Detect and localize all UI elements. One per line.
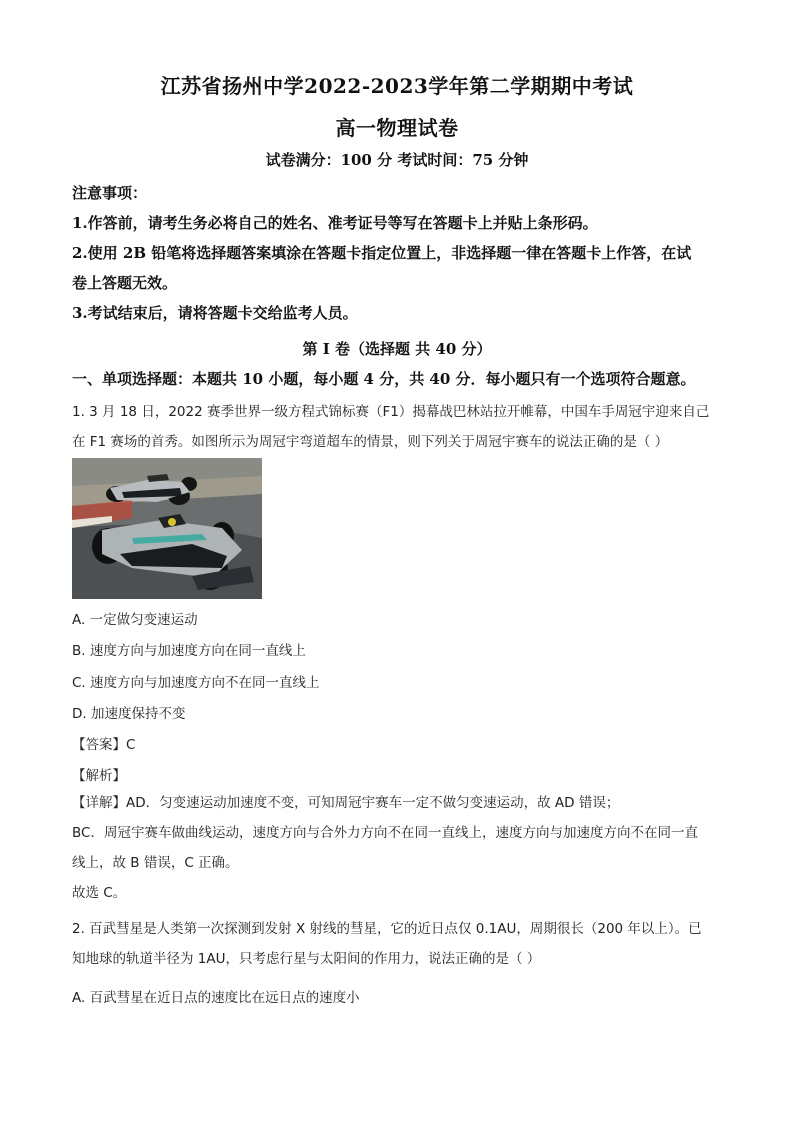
- notice-heading: 注意事项：: [72, 184, 148, 202]
- f1-race-photo: [72, 458, 262, 599]
- notice-block: [72, 178, 732, 328]
- notice-item-2-line-1: 2.使用 2B 铅笔将选择题答案填涂在答题卡指定位置上，非选择题一律在答题卡上作答，在试: [72, 244, 692, 262]
- question-1-detail-line-2: BC．周冠宇赛车做曲线运动，速度方向与合外力方向不在同一直线上，速度方向与加速度方向不在同一直: [72, 825, 698, 841]
- question-1-stem: [72, 397, 732, 457]
- question-1-line-2: 在 F1 赛场的首秀。如图所示为周冠宇弯道超车的情景，则下列关于周冠宇赛车的说法正确的是（ ）: [72, 434, 669, 450]
- question-1-explanation: [72, 788, 732, 908]
- question-1-option-b: B. 速度方向与加速度方向在同一直线上: [72, 643, 306, 659]
- question-1-detail-line-1: 【详解】AD．匀变速运动加速度不变，可知周冠宇赛车一定不做匀变速运动，故 AD 错误；: [72, 795, 620, 811]
- question-2-option-a: A. 百武彗星在近日点的速度比在远日点的速度小: [72, 990, 360, 1006]
- notice-item-1: 1.作答前，请考生务必将自己的姓名、准考证号等写在答题卡上并贴上条形码。: [72, 214, 598, 232]
- question-1-detail-line-3: 线上，故 B 错误，C 正确。: [72, 855, 239, 871]
- question-2-line-2: 知地球的轨道半径为 1AU，只考虑行星与太阳间的作用力，说法正确的是（ ）: [72, 951, 541, 967]
- question-1-option-d: D. 加速度保持不变: [72, 706, 186, 722]
- exam-title: 江苏省扬州中学2022-2023学年第二学期期中考试: [160, 74, 634, 98]
- question-1-option-c: C. 速度方向与加速度方向不在同一直线上: [72, 675, 320, 691]
- question-2-stem: [72, 914, 732, 974]
- f1-car-icon: [72, 458, 262, 599]
- exam-info: 试卷满分：100 分 考试时间：75 分钟: [265, 151, 529, 169]
- question-1-analysis-tag: 【解析】: [72, 768, 126, 784]
- question-1-line-1: 1. 3 月 18 日，2022 赛季世界一级方程式锦标赛（F1）揭幕战巴林站拉开帷幕，中国车手周冠宇迎来自己: [72, 404, 710, 420]
- exam-subtitle: 高一物理试卷: [335, 116, 459, 140]
- notice-item-3: 3.考试结束后，请将答题卡交给监考人员。: [72, 304, 358, 322]
- question-1-answer: 【答案】C: [72, 737, 136, 753]
- section-heading: 一、单项选择题：本题共 10 小题，每小题 4 分，共 40 分．每小题只有一个选项符合题意。: [72, 370, 696, 388]
- notice-item-2-line-2: 卷上答题无效。: [72, 274, 178, 292]
- part-title: 第 I 卷（选择题 共 40 分）: [302, 340, 492, 358]
- question-2-line-1: 2. 百武彗星是人类第一次探测到发射 X 射线的彗星，它的近日点仅 0.1AU，周期很长（200 年以上）。已: [72, 921, 702, 937]
- question-1-option-a: A. 一定做匀变速运动: [72, 612, 198, 628]
- question-1-conclusion: 故选 C。: [72, 885, 127, 901]
